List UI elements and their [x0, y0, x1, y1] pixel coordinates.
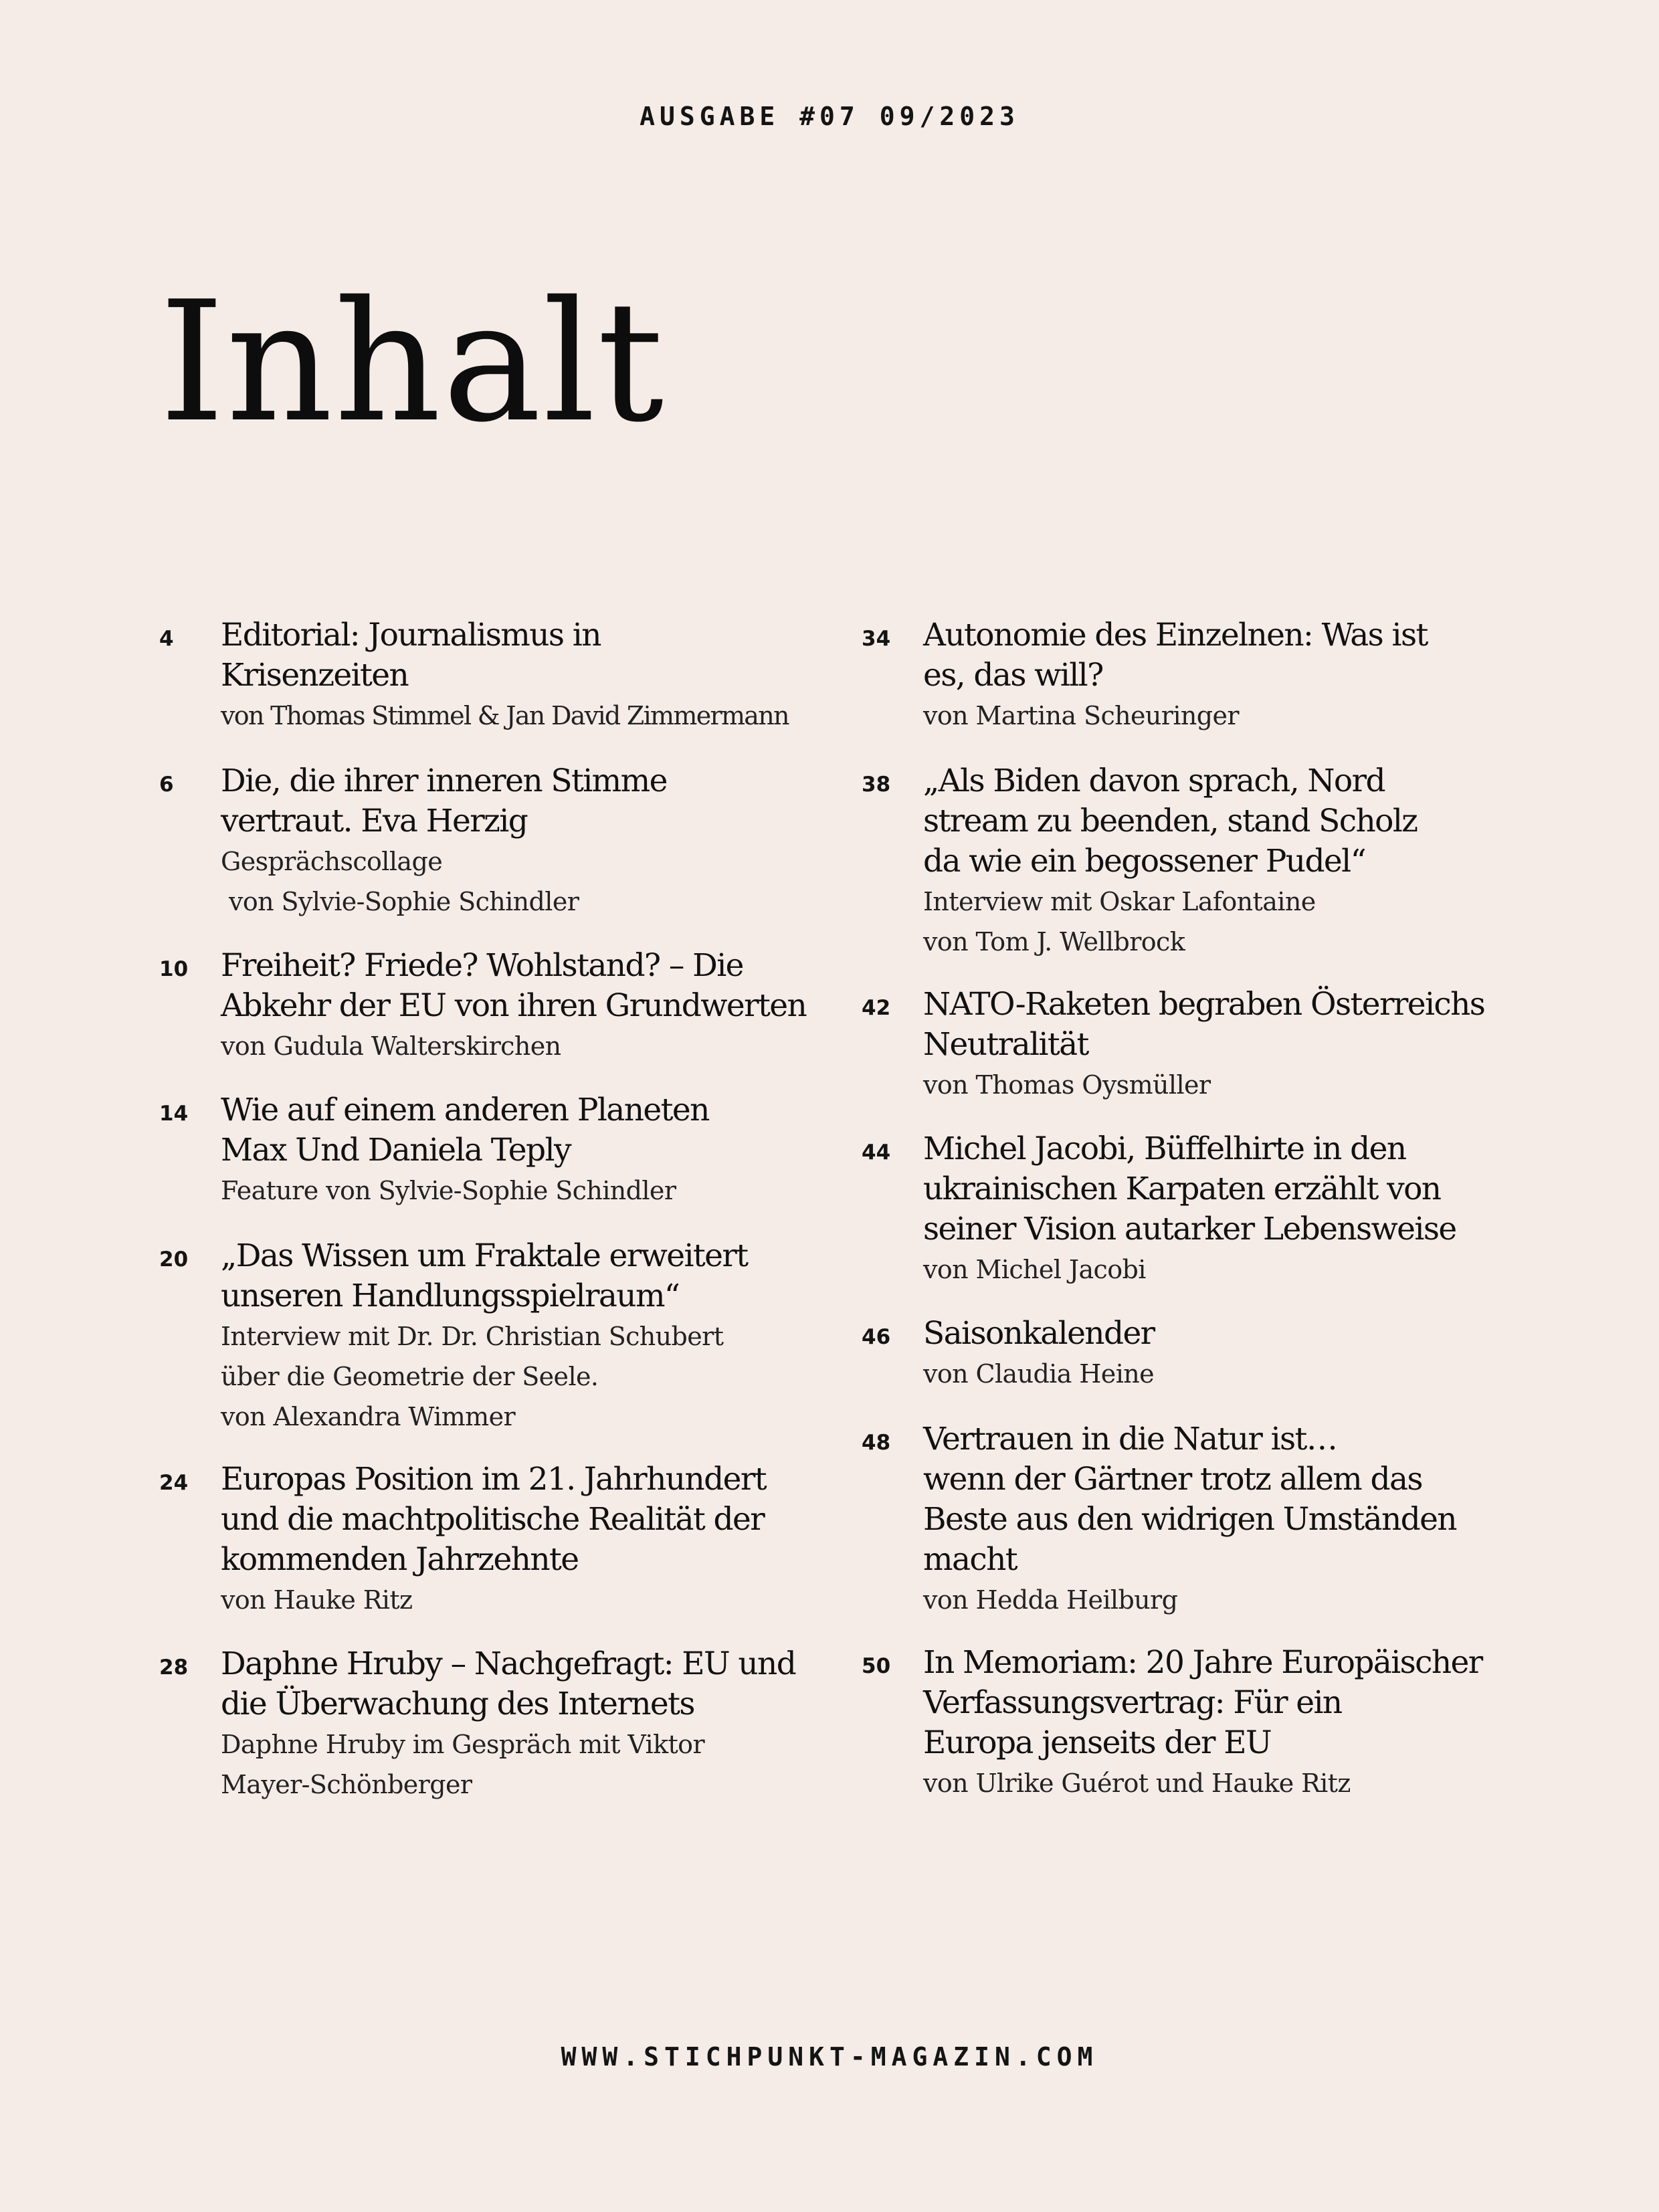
toc-entry[interactable]	[862, 1419, 1514, 1643]
toc-column-left	[159, 615, 808, 1805]
toc-entry[interactable]	[159, 761, 808, 946]
issue-label: AUSGABE #07 09/2023	[640, 102, 1019, 131]
toc-heading-line: macht	[923, 1541, 1017, 1578]
toc-heading-line: „Als Biden davon sprach, Nord	[923, 763, 1385, 799]
toc-subtitle: Gesprächscollage	[221, 847, 443, 876]
toc-heading-line: Max Und Daniela Teply	[221, 1132, 571, 1169]
toc-page-number: 28	[159, 1655, 189, 1680]
toc-heading-line: Daphne Hruby – Nachgefragt: EU und	[221, 1645, 796, 1682]
toc-byline: von Ulrike Guérot und Hauke Ritz	[923, 1769, 1351, 1798]
toc-column-right	[862, 615, 1514, 1827]
toc-heading-line: ukrainischen Karpaten erzählt von	[923, 1171, 1441, 1207]
toc-heading-line: Vertrauen in die Natur ist…	[923, 1421, 1337, 1457]
toc-page-number: 6	[159, 773, 174, 797]
toc-byline: Mayer-Schönberger	[221, 1770, 472, 1799]
toc-byline: von Hauke Ritz	[221, 1585, 413, 1615]
toc-subtitle: über die Geometrie der Seele.	[221, 1362, 599, 1391]
toc-entry[interactable]	[862, 985, 1514, 1129]
toc-byline: von Tom J. Wellbrock	[923, 927, 1185, 957]
toc-heading-line: es, das will?	[923, 657, 1103, 694]
toc-heading-line: da wie ein begossener Pudel“	[923, 843, 1366, 880]
toc-page-number: 10	[159, 957, 189, 981]
toc-entry[interactable]	[159, 1236, 808, 1460]
toc-heading-line: Verfassungsvertrag: Für ein	[923, 1684, 1342, 1721]
toc-page-number: 42	[862, 996, 891, 1020]
toc-subtitle: Interview mit Dr. Dr. Christian Schubert	[221, 1322, 724, 1351]
toc-page-number: 4	[159, 627, 174, 651]
toc-byline: von Claudia Heine	[923, 1359, 1155, 1389]
toc-heading-line: „Das Wissen um Fraktale erweitert	[221, 1237, 748, 1274]
toc-subtitle: Interview mit Oskar Lafontaine	[923, 887, 1316, 916]
toc-heading-line: Saisonkalender	[923, 1315, 1155, 1352]
toc-entry[interactable]	[862, 1129, 1514, 1314]
toc-page-number: 14	[159, 1102, 189, 1126]
toc-heading-line: wenn der Gärtner trotz allem das	[923, 1461, 1422, 1498]
toc-heading-line: Freiheit? Friede? Wohlstand? – Die	[221, 947, 743, 984]
toc-byline: von Sylvie-Sophie Schindler	[229, 887, 579, 916]
toc-page-number: 48	[862, 1431, 891, 1455]
toc-heading-line: und die machtpolitische Realität der	[221, 1501, 765, 1538]
toc-heading-line: Wie auf einem anderen Planeten	[221, 1092, 709, 1128]
toc-page-number: 50	[862, 1654, 891, 1678]
toc-heading-line: Europas Position im 21. Jahrhundert	[221, 1461, 766, 1498]
toc-byline: von Hedda Heilburg	[923, 1585, 1178, 1615]
toc-heading-line: Editorial: Journalismus in	[221, 617, 601, 653]
toc-entry[interactable]	[862, 761, 1514, 985]
toc-entry[interactable]	[159, 946, 808, 1090]
toc-heading-line: Neutralität	[923, 1026, 1088, 1063]
toc-entry[interactable]	[159, 1644, 808, 1805]
toc-entry[interactable]	[159, 1460, 808, 1644]
toc-heading-line: Autonomie des Einzelnen: Was ist	[923, 617, 1428, 653]
toc-heading-line: vertraut. Eva Herzig	[221, 803, 528, 839]
toc-heading-line: Krisenzeiten	[221, 657, 409, 694]
toc-heading-line: In Memoriam: 20 Jahre Europäischer	[923, 1644, 1482, 1681]
toc-heading-line: Michel Jacobi, Büffelhirte in den	[923, 1130, 1406, 1167]
toc-page-number: 34	[862, 627, 891, 651]
toc-heading-line: Beste aus den widrigen Umständen	[923, 1501, 1456, 1538]
toc-byline: von Thomas Stimmel & Jan David Zimmermann	[221, 701, 789, 730]
toc-entry[interactable]	[862, 1643, 1514, 1827]
toc-page-number: 44	[862, 1140, 891, 1165]
toc-heading-line: Abkehr der EU von ihren Grundwerten	[221, 987, 807, 1024]
toc-byline: von Martina Scheuringer	[923, 701, 1239, 730]
toc-heading-line: Europa jenseits der EU	[923, 1724, 1271, 1761]
toc-byline: Feature von Sylvie-Sophie Schindler	[221, 1176, 676, 1205]
toc-heading-line: kommenden Jahrzehnte	[221, 1541, 579, 1578]
toc-heading-line: unseren Handlungsspielraum“	[221, 1278, 680, 1314]
toc-entry[interactable]	[862, 615, 1514, 761]
toc-page-number: 46	[862, 1325, 891, 1349]
toc-heading-line: die Überwachung des Internets	[221, 1686, 694, 1722]
toc-heading-line: seiner Vision autarker Lebensweise	[923, 1211, 1456, 1247]
website-link[interactable]: WWW.STICHPUNKT-MAGAZIN.COM	[561, 2042, 1098, 2072]
toc-heading-line: NATO-Raketen begraben Österreichs	[923, 986, 1485, 1023]
toc-byline: von Gudula Walterskirchen	[221, 1031, 561, 1061]
toc-entry[interactable]	[159, 1090, 808, 1236]
toc-byline: von Alexandra Wimmer	[221, 1402, 516, 1431]
toc-subtitle: Daphne Hruby im Gespräch mit Viktor	[221, 1730, 705, 1759]
toc-entry[interactable]	[159, 615, 808, 761]
toc-heading-line: stream zu beenden, stand Scholz	[923, 803, 1418, 839]
toc-byline: von Thomas Oysmüller	[923, 1070, 1211, 1100]
toc-byline: von Michel Jacobi	[923, 1255, 1146, 1284]
page-title: Inhalt	[159, 266, 666, 459]
toc-page-number: 24	[159, 1471, 189, 1495]
toc-entry[interactable]	[862, 1314, 1514, 1419]
toc-page-number: 38	[862, 773, 891, 797]
toc-heading-line: Die, die ihrer inneren Stimme	[221, 763, 667, 799]
toc-page-number: 20	[159, 1247, 189, 1272]
